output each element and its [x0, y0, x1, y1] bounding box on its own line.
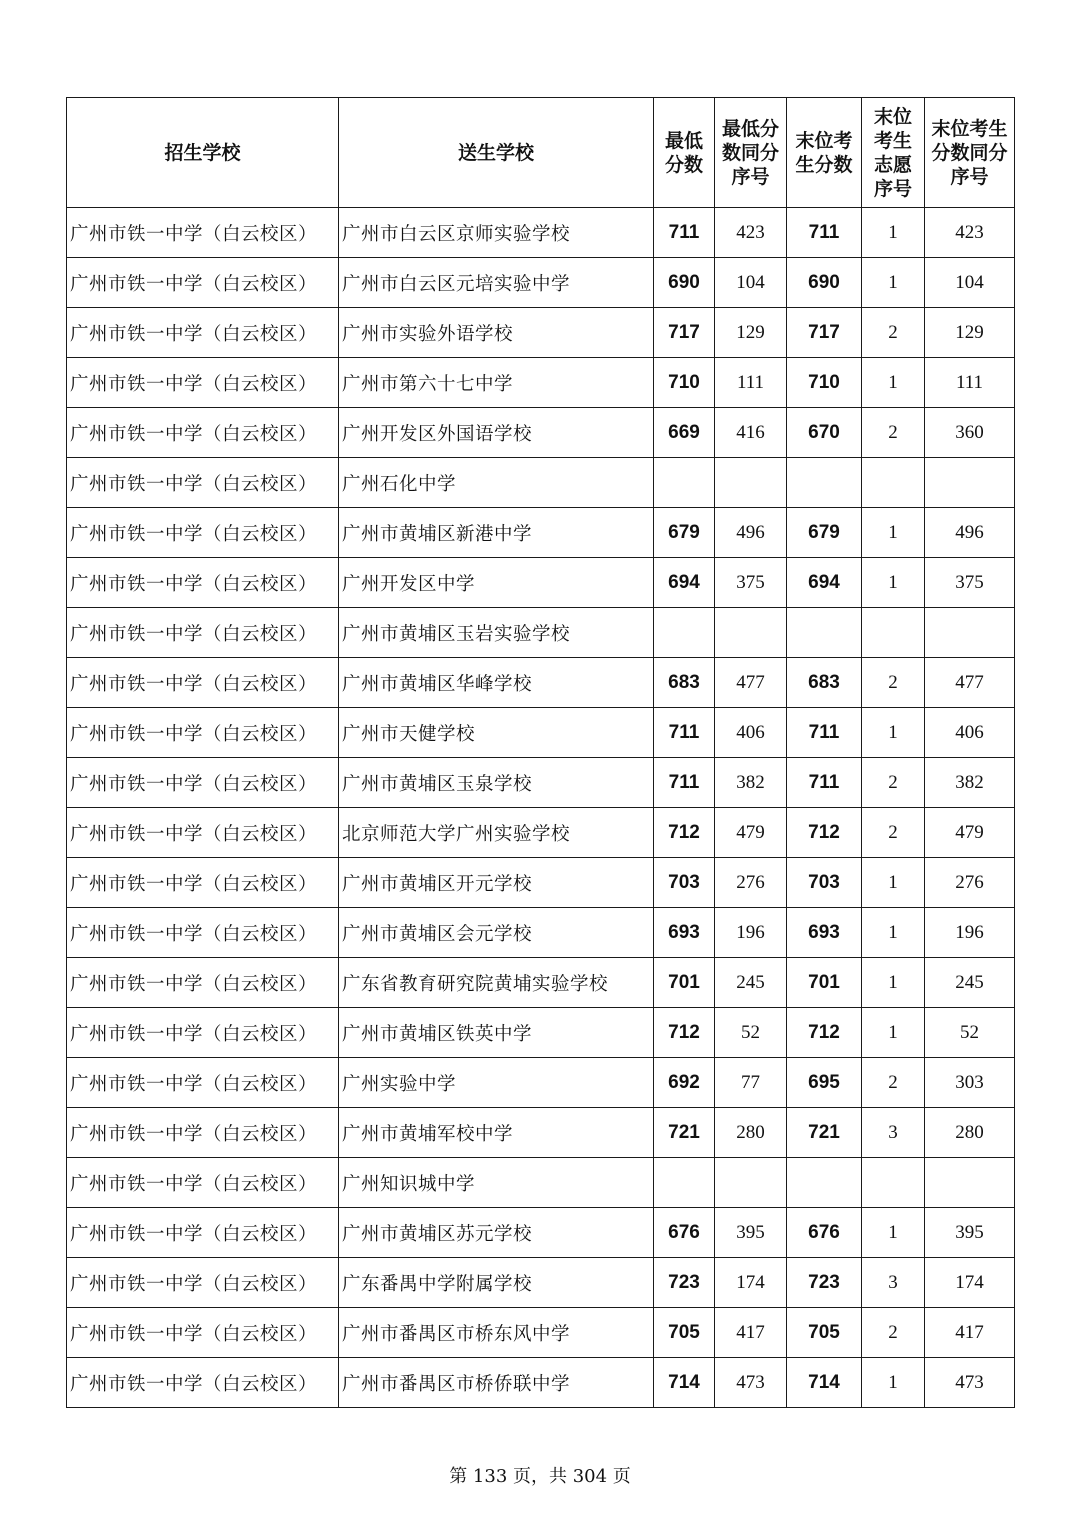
- cell-sender: 广州市黄埔区新港中学: [339, 508, 654, 558]
- cell-min-score: 711: [654, 208, 715, 258]
- cell-last-rank: 406: [925, 708, 1015, 758]
- table-row: [67, 1258, 1015, 1308]
- table-row: [67, 608, 1015, 658]
- cell-last-score: 693: [787, 908, 862, 958]
- table-row: [67, 1108, 1015, 1158]
- cell-last-pref: 2: [862, 308, 925, 358]
- cell-last-rank: 479: [925, 808, 1015, 858]
- cell-school: 广州市铁一中学（白云校区）: [67, 308, 339, 358]
- cell-school: 广州市铁一中学（白云校区）: [67, 1258, 339, 1308]
- cell-min-score: 692: [654, 1058, 715, 1108]
- cell-last-pref: 1: [862, 558, 925, 608]
- cell-last-pref: 2: [862, 1308, 925, 1358]
- cell-school: 广州市铁一中学（白云校区）: [67, 858, 339, 908]
- cell-min-rank: 174: [715, 1258, 787, 1308]
- page-number-footer: 第 133 页，共 304 页: [449, 1466, 631, 1487]
- column-header-line: 末位考生: [931, 117, 1008, 140]
- table-header-row: [67, 98, 1015, 208]
- cell-min-rank: 496: [715, 508, 787, 558]
- table-row: [67, 1058, 1015, 1108]
- column-header-line: 末位考: [795, 129, 853, 152]
- cell-sender: 广州开发区外国语学校: [339, 408, 654, 458]
- cell-last-rank: 280: [925, 1108, 1015, 1158]
- cell-min-rank: 196: [715, 908, 787, 958]
- cell-sender: 广州市白云区元培实验中学: [339, 258, 654, 308]
- cell-last-rank: 360: [925, 408, 1015, 458]
- column-header-school: [67, 98, 339, 208]
- cell-last-rank: 196: [925, 908, 1015, 958]
- cell-sender: 广州市黄埔军校中学: [339, 1108, 654, 1158]
- cell-last-pref: 2: [862, 808, 925, 858]
- cell-school: 广州市铁一中学（白云校区）: [67, 658, 339, 708]
- column-header-line: 分数同分: [931, 141, 1008, 164]
- cell-min-rank: [715, 608, 787, 658]
- column-header-min-score: [654, 98, 715, 208]
- table-row: [67, 458, 1015, 508]
- column-header-line: 考生: [873, 129, 912, 152]
- cell-last-rank: 245: [925, 958, 1015, 1008]
- cell-sender: 广州市黄埔区会元学校: [339, 908, 654, 958]
- cell-last-pref: 1: [862, 358, 925, 408]
- cell-last-pref: 2: [862, 1058, 925, 1108]
- cell-last-pref: [862, 458, 925, 508]
- cell-last-score: 712: [787, 808, 862, 858]
- cell-school: 广州市铁一中学（白云校区）: [67, 1058, 339, 1108]
- cell-last-pref: 1: [862, 858, 925, 908]
- column-header-line: 序号: [950, 165, 989, 188]
- cell-school: 广州市铁一中学（白云校区）: [67, 608, 339, 658]
- column-header-last-pref: [862, 98, 925, 208]
- cell-min-score: 701: [654, 958, 715, 1008]
- column-header-line: 志愿: [873, 153, 912, 176]
- cell-last-rank: [925, 1158, 1015, 1208]
- column-header-line: 最低分: [721, 117, 779, 140]
- cell-last-rank: 496: [925, 508, 1015, 558]
- cell-min-score: 711: [654, 708, 715, 758]
- cell-last-rank: 477: [925, 658, 1015, 708]
- cell-last-pref: [862, 1158, 925, 1208]
- column-header-last-score: [787, 98, 862, 208]
- cell-last-score: [787, 458, 862, 508]
- cell-min-score: 710: [654, 358, 715, 408]
- table-row: [67, 908, 1015, 958]
- cell-last-pref: 1: [862, 708, 925, 758]
- cell-min-score: [654, 608, 715, 658]
- cell-last-pref: 1: [862, 958, 925, 1008]
- cell-sender: 广州市黄埔区华峰学校: [339, 658, 654, 708]
- cell-last-pref: 1: [862, 508, 925, 558]
- cell-sender: 广州市天健学校: [339, 708, 654, 758]
- table-row: [67, 508, 1015, 558]
- cell-school: 广州市铁一中学（白云校区）: [67, 958, 339, 1008]
- cell-min-score: 705: [654, 1308, 715, 1358]
- cell-school: 广州市铁一中学（白云校区）: [67, 1358, 339, 1408]
- table-row: [67, 558, 1015, 608]
- cell-min-score: 669: [654, 408, 715, 458]
- cell-last-score: 711: [787, 708, 862, 758]
- cell-sender: 广州开发区中学: [339, 558, 654, 608]
- cell-last-pref: 3: [862, 1108, 925, 1158]
- cell-last-rank: 375: [925, 558, 1015, 608]
- cell-school: 广州市铁一中学（白云校区）: [67, 908, 339, 958]
- table-row: [67, 1358, 1015, 1408]
- cell-last-pref: 2: [862, 658, 925, 708]
- cell-sender: 广州市黄埔区苏元学校: [339, 1208, 654, 1258]
- table-row: [67, 1158, 1015, 1208]
- cell-min-rank: 473: [715, 1358, 787, 1408]
- cell-min-rank: 395: [715, 1208, 787, 1258]
- admission-score-table: [66, 97, 1015, 1408]
- cell-last-pref: 1: [862, 1358, 925, 1408]
- cell-last-rank: 276: [925, 858, 1015, 908]
- cell-last-score: [787, 1158, 862, 1208]
- cell-last-pref: 2: [862, 758, 925, 808]
- cell-min-rank: 423: [715, 208, 787, 258]
- cell-sender: 广州实验中学: [339, 1058, 654, 1108]
- table-row: [67, 858, 1015, 908]
- column-header-sender: [339, 98, 654, 208]
- table-row: [67, 258, 1015, 308]
- cell-sender: 广州市黄埔区开元学校: [339, 858, 654, 908]
- table-row: [67, 408, 1015, 458]
- cell-sender: 广州市黄埔区玉岩实验学校: [339, 608, 654, 658]
- cell-school: 广州市铁一中学（白云校区）: [67, 558, 339, 608]
- cell-min-rank: 280: [715, 1108, 787, 1158]
- cell-sender: 北京师范大学广州实验学校: [339, 808, 654, 858]
- cell-min-score: 676: [654, 1208, 715, 1258]
- table-row: [67, 308, 1015, 358]
- table-row: [67, 1008, 1015, 1058]
- table-body: [67, 208, 1015, 1408]
- cell-min-rank: 406: [715, 708, 787, 758]
- cell-school: 广州市铁一中学（白云校区）: [67, 808, 339, 858]
- column-header-line: 末位: [873, 105, 912, 128]
- cell-last-rank: 52: [925, 1008, 1015, 1058]
- column-header-line: 最低: [664, 129, 703, 152]
- cell-min-rank: 77: [715, 1058, 787, 1108]
- cell-last-rank: 382: [925, 758, 1015, 808]
- cell-school: 广州市铁一中学（白云校区）: [67, 1008, 339, 1058]
- cell-last-score: 721: [787, 1108, 862, 1158]
- cell-sender: 广州市番禺区市桥东风中学: [339, 1308, 654, 1358]
- cell-last-score: 679: [787, 508, 862, 558]
- cell-min-rank: 52: [715, 1008, 787, 1058]
- cell-min-rank: 111: [715, 358, 787, 408]
- column-header-line: 序号: [873, 177, 912, 200]
- cell-last-rank: 174: [925, 1258, 1015, 1308]
- cell-min-score: [654, 458, 715, 508]
- cell-last-pref: 1: [862, 1008, 925, 1058]
- cell-last-rank: 417: [925, 1308, 1015, 1358]
- column-header-last-rank: [925, 98, 1015, 208]
- cell-min-rank: 276: [715, 858, 787, 908]
- cell-min-rank: 382: [715, 758, 787, 808]
- cell-min-score: 723: [654, 1258, 715, 1308]
- cell-school: 广州市铁一中学（白云校区）: [67, 1108, 339, 1158]
- cell-school: 广州市铁一中学（白云校区）: [67, 458, 339, 508]
- cell-last-pref: 2: [862, 408, 925, 458]
- column-header-line: 招生学校: [164, 141, 241, 164]
- cell-last-score: 705: [787, 1308, 862, 1358]
- cell-last-score: 711: [787, 208, 862, 258]
- cell-last-rank: 473: [925, 1358, 1015, 1408]
- cell-school: 广州市铁一中学（白云校区）: [67, 1158, 339, 1208]
- cell-last-rank: [925, 458, 1015, 508]
- cell-school: 广州市铁一中学（白云校区）: [67, 258, 339, 308]
- cell-last-score: 712: [787, 1008, 862, 1058]
- cell-last-rank: 395: [925, 1208, 1015, 1258]
- cell-min-rank: 245: [715, 958, 787, 1008]
- cell-min-score: 683: [654, 658, 715, 708]
- table-row: [67, 358, 1015, 408]
- cell-sender: 广州知识城中学: [339, 1158, 654, 1208]
- cell-min-score: [654, 1158, 715, 1208]
- cell-last-score: 710: [787, 358, 862, 408]
- cell-last-pref: 1: [862, 258, 925, 308]
- cell-min-rank: 416: [715, 408, 787, 458]
- cell-last-score: 676: [787, 1208, 862, 1258]
- cell-last-rank: 423: [925, 208, 1015, 258]
- cell-school: 广州市铁一中学（白云校区）: [67, 208, 339, 258]
- table-row: [67, 208, 1015, 258]
- cell-sender: 广州市黄埔区玉泉学校: [339, 758, 654, 808]
- cell-min-score: 694: [654, 558, 715, 608]
- table-row: [67, 808, 1015, 858]
- cell-last-rank: 111: [925, 358, 1015, 408]
- cell-last-rank: 129: [925, 308, 1015, 358]
- cell-school: 广州市铁一中学（白云校区）: [67, 408, 339, 458]
- cell-last-score: 683: [787, 658, 862, 708]
- column-header-line: 序号: [731, 165, 770, 188]
- cell-min-rank: 417: [715, 1308, 787, 1358]
- cell-last-rank: 104: [925, 258, 1015, 308]
- table-row: [67, 958, 1015, 1008]
- cell-min-score: 717: [654, 308, 715, 358]
- cell-school: 广州市铁一中学（白云校区）: [67, 508, 339, 558]
- cell-last-pref: 1: [862, 1208, 925, 1258]
- cell-last-score: 703: [787, 858, 862, 908]
- cell-min-rank: [715, 1158, 787, 1208]
- column-header-line: 分数: [664, 153, 703, 176]
- column-header-min-rank: [715, 98, 787, 208]
- column-header-line: 生分数: [795, 153, 853, 176]
- table-row: [67, 1208, 1015, 1258]
- cell-last-score: 670: [787, 408, 862, 458]
- cell-min-score: 711: [654, 758, 715, 808]
- cell-school: 广州市铁一中学（白云校区）: [67, 1308, 339, 1358]
- cell-last-score: 717: [787, 308, 862, 358]
- cell-sender: 广州市番禺区市桥侨联中学: [339, 1358, 654, 1408]
- cell-min-score: 690: [654, 258, 715, 308]
- cell-last-pref: 3: [862, 1258, 925, 1308]
- cell-last-pref: [862, 608, 925, 658]
- cell-last-rank: [925, 608, 1015, 658]
- table-row: [67, 708, 1015, 758]
- cell-sender: 广州市第六十七中学: [339, 358, 654, 408]
- cell-last-score: 694: [787, 558, 862, 608]
- cell-min-rank: 375: [715, 558, 787, 608]
- cell-min-rank: 479: [715, 808, 787, 858]
- cell-min-rank: 129: [715, 308, 787, 358]
- cell-last-score: 714: [787, 1358, 862, 1408]
- cell-school: 广州市铁一中学（白云校区）: [67, 1208, 339, 1258]
- cell-sender: 广东省教育研究院黄埔实验学校: [339, 958, 654, 1008]
- cell-last-score: 701: [787, 958, 862, 1008]
- cell-min-rank: 104: [715, 258, 787, 308]
- cell-min-rank: 477: [715, 658, 787, 708]
- cell-sender: 广东番禺中学附属学校: [339, 1258, 654, 1308]
- cell-min-score: 693: [654, 908, 715, 958]
- column-header-line: 数同分: [721, 141, 779, 164]
- cell-min-score: 712: [654, 1008, 715, 1058]
- cell-last-score: 723: [787, 1258, 862, 1308]
- cell-min-score: 721: [654, 1108, 715, 1158]
- cell-sender: 广州市实验外语学校: [339, 308, 654, 358]
- cell-min-rank: [715, 458, 787, 508]
- cell-school: 广州市铁一中学（白云校区）: [67, 708, 339, 758]
- cell-last-pref: 1: [862, 208, 925, 258]
- cell-school: 广州市铁一中学（白云校区）: [67, 758, 339, 808]
- cell-min-score: 703: [654, 858, 715, 908]
- table-row: [67, 658, 1015, 708]
- cell-school: 广州市铁一中学（白云校区）: [67, 358, 339, 408]
- column-header-line: 送生学校: [457, 141, 534, 164]
- cell-min-score: 679: [654, 508, 715, 558]
- cell-last-score: 690: [787, 258, 862, 308]
- table-row: [67, 1308, 1015, 1358]
- cell-last-score: [787, 608, 862, 658]
- cell-last-score: 711: [787, 758, 862, 808]
- cell-last-rank: 303: [925, 1058, 1015, 1108]
- cell-sender: 广州石化中学: [339, 458, 654, 508]
- cell-last-pref: 1: [862, 908, 925, 958]
- table-row: [67, 758, 1015, 808]
- cell-sender: 广州市白云区京师实验学校: [339, 208, 654, 258]
- cell-sender: 广州市黄埔区铁英中学: [339, 1008, 654, 1058]
- cell-last-score: 695: [787, 1058, 862, 1108]
- cell-min-score: 712: [654, 808, 715, 858]
- cell-min-score: 714: [654, 1358, 715, 1408]
